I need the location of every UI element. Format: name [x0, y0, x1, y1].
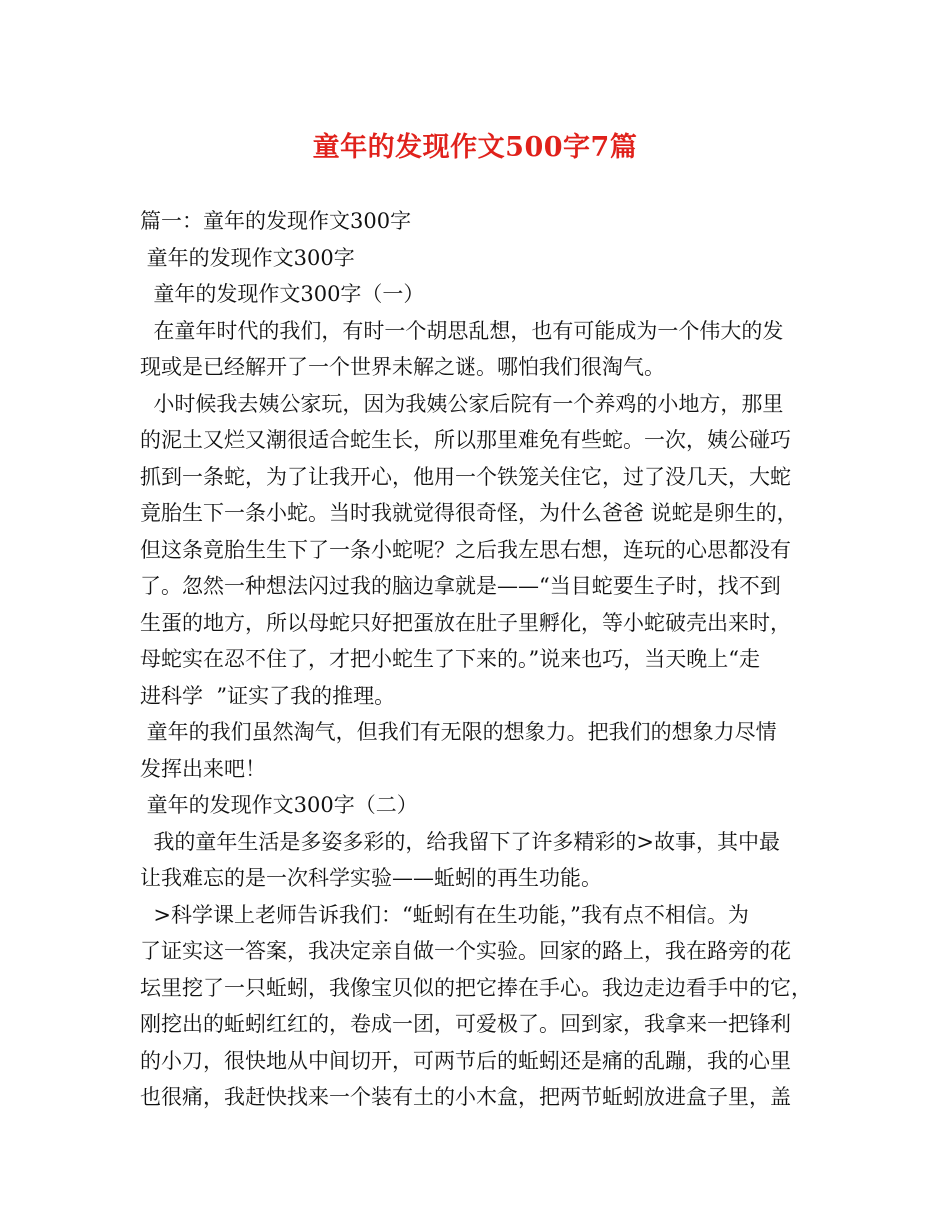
text-line: 但这条竟胎生生下了一条小蛇呢？之后我左思右想，连玩的心思都没有 — [140, 537, 791, 562]
text-line: 篇一：童年的发现作文300字 — [140, 209, 412, 233]
text-line: 小时候我去姨公家玩，因为我姨公家后院有一个养鸡的小地方，那里 — [140, 391, 784, 416]
text-line: 母蛇实在忍不住了，才把小蛇生了下来的。”说来也巧，当天晚上“走 — [140, 647, 760, 671]
text-line: 在童年时代的我们，有时一个胡思乱想，也有可能成为一个伟大的发 — [140, 318, 784, 343]
text-line: 童年的发现作文300字 — [140, 245, 355, 270]
text-line: 坛里挖了一只蚯蚓，我像宝贝似的把它捧在手心。我边走边看手中的它， — [140, 975, 812, 1000]
text-line: 发挥出来吧！ — [140, 756, 266, 781]
text-line: 刚挖出的蚯蚓红红的，卷成一团，可爱极了。回到家，我拿来一把锋利 — [140, 1012, 791, 1036]
text-line: 童年的发现作文300字（一） — [140, 282, 425, 306]
text-line: 的小刀，很快地从中间切开，可两节后的蚯蚓还是痛的乱蹦，我的心里 — [140, 1048, 791, 1073]
text-line: 竟胎生下一条小蛇。当时我就觉得很奇怪，为什么爸爸 说蛇是卵生的， — [140, 501, 798, 525]
document-body — [140, 203, 820, 1116]
text-line: 童年的发现作文300字（二） — [140, 793, 418, 817]
document-title: 童年的发现作文500字7篇 — [312, 132, 638, 163]
text-line: 我的童年生活是多姿多彩的，给我留下了许多精彩的>故事，其中最 — [140, 829, 780, 854]
text-line: 生蛋的地方，所以母蛇只好把蛋放在肚子里孵化，等小蛇破壳出来时， — [140, 610, 791, 635]
text-line: >科学课上老师告诉我们：“蚯蚓有在生功能，”我有点不相信。为 — [140, 902, 749, 927]
text-line: 现或是已经解开了一个世界未解之谜。哪怕我们很淘气。 — [140, 355, 665, 379]
text-line: 了。忽然一种想法闪过我的脑边拿就是——“当目蛇要生子时，找不到 — [140, 574, 781, 598]
text-line: 进科学 ”证实了我的推理。 — [140, 683, 396, 708]
text-line: 抓到一条蛇，为了让我开心，他用一个铁笼关住它，过了没几天，大蛇 — [140, 464, 791, 489]
text-line: 了证实这一答案，我决定亲自做一个实验。回家的路上，我在路旁的花 — [140, 939, 791, 963]
text-line: 让我难忘的是一次科学实验——蚯蚓的再生功能。 — [140, 866, 602, 890]
text-line: 的泥土又烂又潮很适合蛇生长，所以那里难免有些蛇。一次，姨公碰巧 — [140, 428, 791, 452]
text-line: 童年的我们虽然淘气，但我们有无限的想象力。把我们的想象力尽情 — [140, 720, 777, 744]
text-line: 也很痛，我赶快找来一个装有土的小木盒，把两节蚯蚓放进盒子里，盖 — [140, 1085, 791, 1109]
